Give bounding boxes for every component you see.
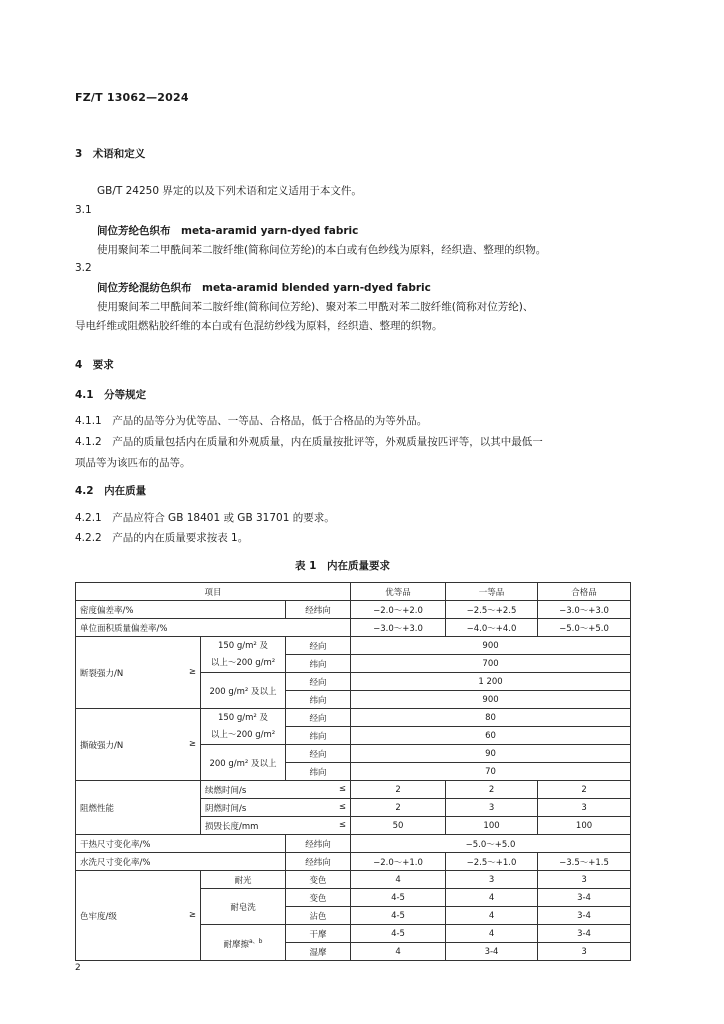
- value-cell: 2: [351, 799, 446, 817]
- range-line1: 150 g/m² 及: [217, 640, 269, 651]
- le-sign: ≤: [338, 819, 347, 830]
- value-cell: 4: [351, 943, 446, 961]
- ge-sign: ≥: [188, 738, 196, 749]
- value-cell: 4: [446, 907, 538, 925]
- value-cell: 700: [351, 655, 631, 673]
- table-row: [76, 637, 631, 655]
- row-label-tearing: [76, 709, 201, 781]
- value-cell: −3.5～+1.5: [538, 853, 631, 871]
- direction-cell: 经纬向: [286, 853, 351, 871]
- value-cell: 3-4: [538, 907, 631, 925]
- header-item: 项目: [76, 583, 351, 601]
- tearing-label: 撕破强力/N: [80, 740, 124, 751]
- rubbing-footnote-ref: a、b: [249, 937, 263, 945]
- clause-4-2-1: 4.2.1 产品应符合 GB 18401 或 GB 31701 的要求。: [75, 512, 335, 524]
- table-row: [76, 781, 631, 799]
- value-cell: 3: [538, 943, 631, 961]
- value-cell: 4-5: [351, 889, 446, 907]
- value-cell: 2: [538, 781, 631, 799]
- table-row: [76, 835, 631, 853]
- table-row: [76, 871, 631, 889]
- term-3-2-heading: 间位芳纶混纺色织布 meta-aramid blended yarn-dyed fabric: [97, 282, 431, 294]
- quality-requirements-table: [75, 582, 631, 961]
- sub-item-soaping: 耐皂洗: [201, 889, 286, 925]
- grade-aspect: 沾色: [286, 907, 351, 925]
- value-cell: 4: [446, 889, 538, 907]
- clause-4-2-2: 4.2.2 产品的内在质量要求按表 1。: [75, 532, 249, 544]
- term-3-2-definition-line2: 导电纤维或阻燃粘胶纤维的本白或有色混纺纱线为原料，经织造、整理的织物。: [75, 320, 443, 332]
- value-cell: 90: [351, 745, 631, 763]
- header-grade-first: 一等品: [446, 583, 538, 601]
- value-cell: 60: [351, 727, 631, 745]
- grade-aspect: 变色: [286, 871, 351, 889]
- value-cell: 3: [446, 871, 538, 889]
- value-cell: −5.0～+5.0: [538, 619, 631, 637]
- direction-cell: 经纬向: [286, 835, 351, 853]
- section-3-title: 3 术语和定义: [75, 148, 146, 160]
- range-line2: 以上～200 g/m²: [210, 729, 276, 740]
- le-sign: ≤: [338, 783, 347, 794]
- row-label-breaking: [76, 637, 201, 709]
- value-cell: 2: [351, 781, 446, 799]
- value-cell: −2.0～+1.0: [351, 853, 446, 871]
- flame-item: 阴燃时间/s: [205, 803, 247, 814]
- value-cell: 100: [538, 817, 631, 835]
- grade-aspect: 变色: [286, 889, 351, 907]
- breaking-label: 断裂强力/N: [80, 668, 124, 679]
- ge-sign: ≥: [188, 666, 196, 677]
- value-cell: 3-4: [538, 925, 631, 943]
- table-row: [76, 709, 631, 727]
- row-label-dry-heat: 干热尺寸变化率/%: [76, 835, 286, 853]
- direction-cell: 经向: [286, 673, 351, 691]
- direction-cell: 经向: [286, 745, 351, 763]
- direction-cell: 纬向: [286, 727, 351, 745]
- flame-item: 损毁长度/mm: [205, 821, 259, 832]
- header-grade-qualified: 合格品: [538, 583, 631, 601]
- value-cell: 80: [351, 709, 631, 727]
- section-4-title: 4 要求: [75, 359, 114, 371]
- value-cell: 3-4: [538, 889, 631, 907]
- row-label-color-fastness: [76, 871, 201, 961]
- header-grade-superior: 优等品: [351, 583, 446, 601]
- value-cell: −3.0～+3.0: [351, 619, 446, 637]
- sub-item-light: 耐光: [201, 871, 286, 889]
- direction-cell: 经向: [286, 709, 351, 727]
- weight-range-2: 200 g/m² 及以上: [201, 673, 286, 709]
- term-3-1-number: 3.1: [75, 204, 92, 216]
- le-sign: ≤: [338, 801, 347, 812]
- section-3-intro: GB/T 24250 界定的以及下列术语和定义适用于本文件。: [97, 185, 362, 197]
- value-cell: −3.0～+3.0: [538, 601, 631, 619]
- value-cell: 2: [446, 781, 538, 799]
- range-line1: 150 g/m² 及: [217, 712, 269, 723]
- section-4-1-title: 4.1 分等规定: [75, 389, 147, 401]
- flame-sub-label: [201, 817, 351, 835]
- value-cell: 900: [351, 637, 631, 655]
- table-row: [76, 601, 631, 619]
- row-label-wash: 水洗尺寸变化率/%: [76, 853, 286, 871]
- clause-4-1-2-line2: 项品等为该匹布的品等。: [75, 457, 191, 469]
- value-cell: −2.5～+1.0: [446, 853, 538, 871]
- row-label-mass: 单位面积质量偏差率/%: [76, 619, 351, 637]
- flame-sub-label: [201, 781, 351, 799]
- section-4-2-title: 4.2 内在质量: [75, 485, 147, 497]
- standard-number-header: FZ/T 13062—2024: [75, 91, 189, 104]
- value-cell: 50: [351, 817, 446, 835]
- weight-range-1: [201, 637, 286, 673]
- value-cell: 4: [351, 871, 446, 889]
- direction-cell: 经纬向: [286, 601, 351, 619]
- row-label-flame: 阻燃性能: [76, 781, 201, 835]
- value-cell: 4: [446, 925, 538, 943]
- value-cell: 3: [538, 799, 631, 817]
- value-cell: 4-5: [351, 925, 446, 943]
- term-3-1-heading: 间位芳纶色织布 meta-aramid yarn-dyed fabric: [97, 225, 359, 237]
- table-caption: 表 1 内在质量要求: [295, 560, 390, 572]
- flame-item: 续燃时间/s: [205, 785, 247, 796]
- term-3-1-definition: 使用聚间苯二甲酰间苯二胺纤维(简称间位芳纶)的本白或有色纱线为原料，经织造、整理的织物。: [97, 244, 547, 256]
- flame-sub-label: [201, 799, 351, 817]
- table-row: [76, 853, 631, 871]
- clause-4-1-2-line1: 4.1.2 产品的质量包括内在质量和外观质量，内在质量按批评等，外观质量按匹评等，以其中最低一: [75, 436, 543, 448]
- term-3-2-number: 3.2: [75, 262, 92, 274]
- value-cell: 100: [446, 817, 538, 835]
- value-cell: 900: [351, 691, 631, 709]
- weight-range-1: [201, 709, 286, 745]
- value-cell: 3: [538, 871, 631, 889]
- weight-range-2: 200 g/m² 及以上: [201, 745, 286, 781]
- row-label-density: 密度偏差率/%: [76, 601, 286, 619]
- value-cell: −5.0～+5.0: [351, 835, 631, 853]
- range-line2: 以上～200 g/m²: [210, 657, 276, 668]
- direction-cell: 经向: [286, 637, 351, 655]
- value-cell: 3-4: [446, 943, 538, 961]
- direction-cell: 纬向: [286, 691, 351, 709]
- table-header-row: [76, 583, 631, 601]
- clause-4-1-1: 4.1.1 产品的品等分为优等品、一等品、合格品，低于合格品的为等外品。: [75, 415, 428, 427]
- term-3-2-definition-line1: 使用聚间苯二甲酰间苯二胺纤维(简称间位芳纶)、聚对苯二甲酰对苯二胺纤维(简称对位芳纶)、: [97, 301, 534, 313]
- ge-sign: ≥: [188, 909, 196, 920]
- page-number: 2: [75, 963, 81, 973]
- rubbing-label: 耐摩擦: [223, 939, 249, 950]
- value-cell: −4.0～+4.0: [446, 619, 538, 637]
- value-cell: 70: [351, 763, 631, 781]
- sub-item-rubbing: [201, 925, 286, 961]
- table-row: [76, 619, 631, 637]
- direction-cell: 纬向: [286, 655, 351, 673]
- value-cell: −2.5～+2.5: [446, 601, 538, 619]
- value-cell: 4-5: [351, 907, 446, 925]
- value-cell: 1 200: [351, 673, 631, 691]
- direction-cell: 纬向: [286, 763, 351, 781]
- color-fastness-label: 色牢度/级: [80, 911, 117, 922]
- value-cell: 3: [446, 799, 538, 817]
- value-cell: −2.0～+2.0: [351, 601, 446, 619]
- grade-aspect: 湿摩: [286, 943, 351, 961]
- grade-aspect: 干摩: [286, 925, 351, 943]
